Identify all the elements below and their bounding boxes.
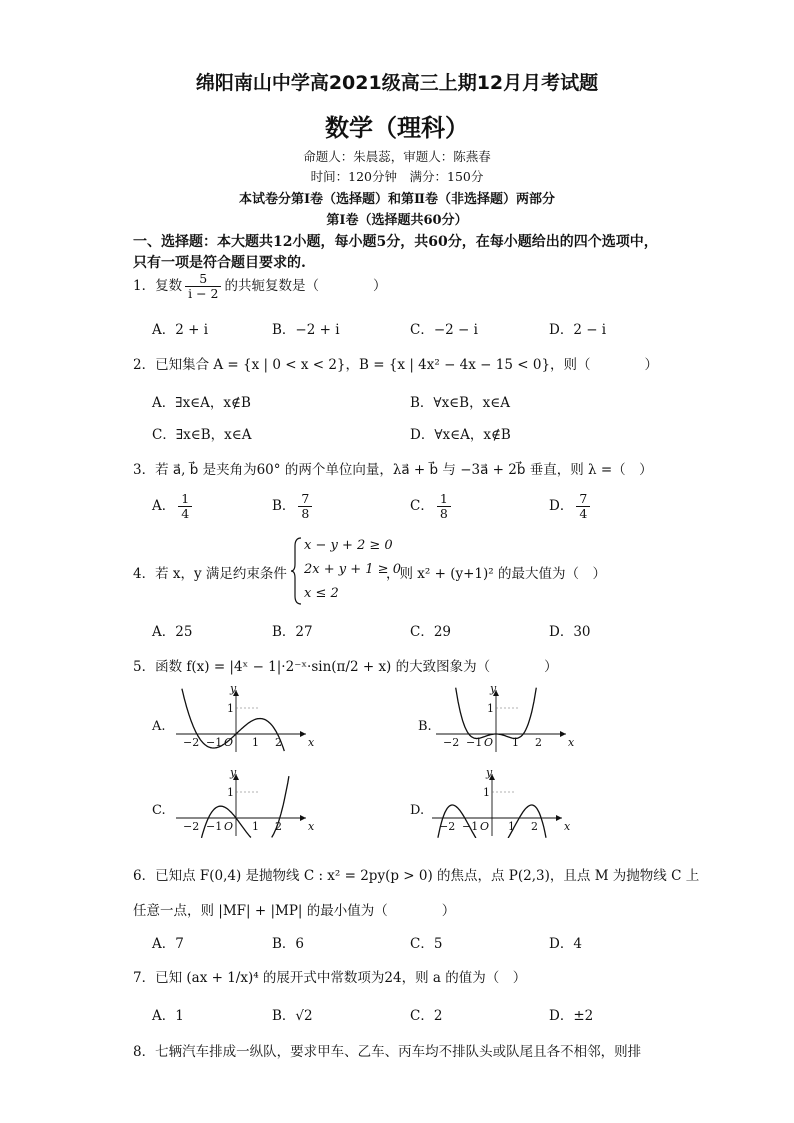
question-8: 8．七辆汽车排成一纵队，要求甲车、乙车、丙车均不排队头或队尾且各不相邻，则排: [133, 1044, 642, 1060]
q2-option-c: C．∃x∈B，x∈A: [152, 427, 252, 443]
x-tick-label: −1: [466, 736, 483, 749]
q3-option-a: [152, 492, 195, 521]
y-axis-label: y: [230, 768, 237, 779]
origin-label: O: [480, 820, 490, 833]
x-tick-label: −1: [206, 736, 223, 749]
x-axis-label: x: [308, 736, 315, 749]
x-axis-label: x: [308, 820, 315, 833]
q2-option-a: A．∃x∈A，x∉B: [152, 395, 251, 411]
graph-a-label: A.: [152, 719, 166, 734]
y-tick-label: 1: [483, 786, 490, 799]
q6-option-d: D．4: [549, 936, 582, 952]
q3-option-c-label: C．: [410, 497, 434, 514]
authors-line: 命题人：朱晨蕊，审题人：陈燕春: [303, 149, 491, 164]
question-6-line-2: 任意一点，则 |MF| + |MP| 的最小值为（ ）: [133, 903, 456, 919]
x-tick-label: −2: [443, 736, 460, 749]
q2-option-b: B．∀x∈B，x∈A: [410, 395, 510, 411]
subject-title: 数学（理科）: [325, 114, 469, 142]
y-axis-label: y: [486, 768, 493, 779]
x-tick-label: 2: [531, 820, 538, 833]
q6-option-b: B．6: [272, 936, 305, 952]
graph-a: [172, 684, 322, 754]
q4-constraint-2: 2x + y + 1 ≥ 0: [304, 562, 401, 577]
question-7: 7．已知 (ax + 1/x)⁴ 的展开式中常数项为24，则 a 的值为（ ）: [133, 970, 527, 986]
x-tick-label: 2: [275, 820, 282, 833]
q2-option-d: D．∀x∈A，x∉B: [410, 427, 511, 443]
q3-option-b-fraction: [298, 492, 312, 521]
x-tick-label: −2: [439, 820, 456, 833]
origin-label: O: [224, 820, 234, 833]
q3-option-d-fraction: [576, 492, 590, 521]
q1-option-c: C．−2 − i: [410, 322, 478, 338]
x-tick-label: 1: [252, 736, 259, 749]
graph-d: [428, 768, 578, 838]
q3-b-num: 7: [298, 492, 312, 507]
q6-option-a: A．7: [152, 936, 184, 952]
x-axis-arrow-icon: [556, 815, 562, 821]
y-tick-label: 1: [487, 702, 494, 715]
question-5: 5．函数 f(x) = |4ˣ − 1|·2⁻ˣ·sin(π/2 + x) 的大致图象为（ ）: [133, 659, 558, 675]
origin-label: O: [484, 736, 494, 749]
x-tick-label: 2: [275, 736, 282, 749]
x-tick-label: 2: [535, 736, 542, 749]
question-6-line-1: 6．已知点 F(0,4) 是抛物线 C : x² = 2py(p > 0) 的焦点，点 P(2,3)，且点 M 为抛物线 C 上: [133, 868, 700, 884]
question-2: 2．已知集合 A = {x | 0 < x < 2}，B = {x | 4x² − 4x − 15 < 0}，则（ ）: [133, 357, 659, 373]
q3-option-d-label: D．: [549, 497, 574, 514]
q1-prefix: 1．复数: [133, 277, 183, 294]
origin-label: O: [224, 736, 234, 749]
q3-d-num: 7: [576, 492, 590, 507]
q4-option-d: D．30: [549, 624, 591, 640]
q3-option-d: [549, 492, 593, 521]
q1-suffix: 的共轭复数是（ ）: [224, 277, 387, 294]
x-axis-arrow-icon: [300, 731, 306, 737]
section-instructions-2: 只有一项是符合题目要求的.: [133, 255, 306, 271]
graph-b: [432, 684, 582, 754]
volume-title: 第Ⅰ卷（选择题共60分）: [326, 213, 468, 228]
school-title: 绵阳南山中学高2021级高三上期12月月考试题: [195, 72, 599, 94]
x-tick-label: 1: [508, 820, 515, 833]
paper-note: 本试卷分第Ⅰ卷（选择题）和第Ⅱ卷（非选择题）两部分: [238, 192, 556, 207]
q3-option-b-label: B．: [272, 497, 296, 514]
q3-d-den: 4: [579, 505, 588, 521]
x-axis-arrow-icon: [300, 815, 306, 821]
x-axis-label: x: [568, 736, 575, 749]
left-brace-icon: [290, 536, 304, 606]
q3-a-den: 4: [181, 505, 190, 521]
q1-option-b: B．−2 + i: [272, 322, 340, 338]
q3-option-a-label: A．: [152, 497, 176, 514]
graph-c: [172, 768, 322, 838]
q1-option-a: A．2 + i: [152, 322, 209, 338]
q4-constraint-1: x − y + 2 ≥ 0: [304, 538, 393, 553]
question-4-suffix: ，则 x² + (y+1)² 的最大值为（ ）: [386, 566, 606, 582]
x-tick-label: −2: [183, 820, 200, 833]
q3-option-c: [410, 492, 454, 521]
q3-a-num: 1: [178, 492, 192, 507]
q3-option-c-fraction: [437, 492, 451, 521]
q7-option-d: D．±2: [549, 1008, 594, 1024]
x-tick-label: −1: [462, 820, 479, 833]
x-tick-label: 1: [512, 736, 519, 749]
x-tick-label: −1: [206, 820, 223, 833]
graph-c-label: C.: [152, 803, 166, 818]
q4-option-a: A．25: [152, 624, 193, 640]
q7-option-a: A．1: [152, 1008, 184, 1024]
q6-option-c: C．5: [410, 936, 443, 952]
time-score-line: 时间：120分钟 满分：150分: [310, 169, 484, 184]
q3-option-a-fraction: [178, 492, 192, 521]
q3-c-den: 8: [439, 505, 448, 521]
y-tick-label: 1: [227, 702, 234, 715]
x-axis-arrow-icon: [560, 731, 566, 737]
question-3: 3．若 a⃗, b⃗ 是夹角为60° 的两个单位向量，λa⃗ + b⃗ 与 −3a⃗ + 2b⃗ 垂直，则 λ =（ ）: [133, 462, 653, 478]
question-1: [133, 272, 386, 301]
q4-constraint-3: x ≤ 2: [304, 586, 339, 601]
q4-option-b: B．27: [272, 624, 313, 640]
y-axis-label: y: [230, 684, 237, 695]
question-4-prefix: 4．若 x，y 满足约束条件: [133, 566, 287, 582]
q1-numerator: 5: [185, 272, 221, 287]
q3-c-num: 1: [437, 492, 451, 507]
section-instructions-1: 一、选择题：本大题共12小题，每小题5分，共60分，在每小题给出的四个选项中，: [133, 234, 658, 250]
x-tick-label: −2: [183, 736, 200, 749]
q7-option-b: B．√2: [272, 1008, 313, 1024]
y-tick-label: 1: [227, 786, 234, 799]
q4-constraint-system: [290, 536, 401, 606]
x-tick-label: 1: [252, 820, 259, 833]
graph-b-label: B.: [418, 719, 432, 734]
q3-option-b: [272, 492, 315, 521]
graph-d-label: D.: [410, 803, 425, 818]
q4-option-c: C．29: [410, 624, 452, 640]
y-axis-label: y: [490, 684, 497, 695]
q1-option-d: D．2 − i: [549, 322, 607, 338]
q1-denominator: i − 2: [188, 285, 219, 301]
q7-option-c: C．2: [410, 1008, 443, 1024]
x-axis-label: x: [564, 820, 571, 833]
q1-fraction: [185, 272, 221, 301]
q3-b-den: 8: [301, 505, 310, 521]
